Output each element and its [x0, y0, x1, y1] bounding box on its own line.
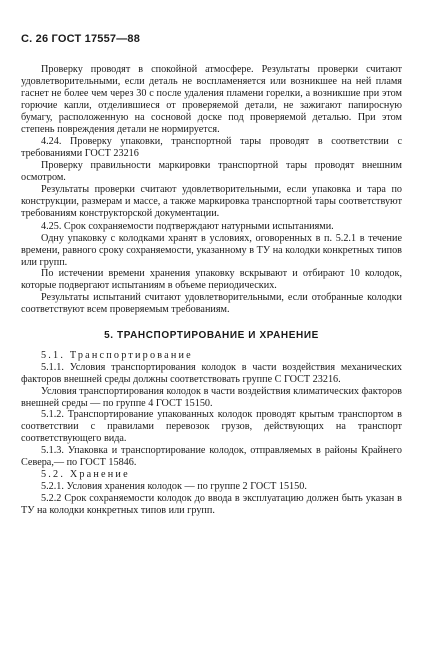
subsection-5-2-text: 5.2. Хранение	[41, 469, 130, 480]
paragraph-5-1-2: 5.1.2. Транспортирование упакованных колодок проводят крытым транспортом в соответствии с правилами перевозок грузов, действующих на транспорт соответствующего вида.	[21, 409, 402, 445]
paragraph-test-results: Результаты испытаний считают удовлетворительными, если отобранные колодки соответствуют всем проверяемым требованиям.	[21, 292, 402, 316]
subsection-5-1-text: 5.1. Транспортирование	[41, 349, 193, 361]
subsection-5-1	[21, 350, 402, 362]
paragraph-storage-test: Одну упаковку с колодками хранят в условиях, оговоренных в п. 5.2.1 в течение времени, равного сроку сохраняемости, указанному в ТУ на колодки конкретных типов или групп.	[21, 232, 402, 268]
paragraph-4-25: 4.25. Срок сохраняемости подтверждают натурными испытаниями.	[41, 220, 334, 232]
paragraph-sampling: По истечении времени хранения упаковку вскрывают и отбирают 10 колодок, которые подвергают испытаниям в объеме периодических.	[21, 268, 402, 292]
paragraph-5-1-1-climate: Условия транспортирования колодок в части воздействия климатических факторов внешней среды — по группе 4 ГОСТ 15150.	[21, 385, 402, 409]
paragraph-5-2-2: 5.2.2 Срок сохраняемости колодок до ввода в эксплуатацию должен быть указан в ТУ на колодки конкретных типов или групп.	[21, 492, 402, 516]
paragraph-package-results: Результаты проверки считают удовлетворительными, если упаковка и тара по конструкции, размерам и массе, а также маркировка транспортной тары соответствуют требованиям конструкторской документации.	[21, 184, 402, 219]
paragraph-test-procedure: Проверку проводят в спокойной атмосфере. Результаты проверки считают удовлетворительными, если деталь не воспламеняется или возникшее на ней пламя гаснет не более чем через 30 с после удаления пламени горелки, а возникшие при этом горючие капли, отделившиеся от проверяемой детали, не зажигают папиросную бумагу, расположенную на сосновой доске под проверяемой деталью. При этом степень повреждения детали не нормируется.	[21, 64, 402, 135]
section-title: 5. ТРАНСПОРТИРОВАНИЕ И ХРАНЕНИЕ	[104, 330, 319, 342]
document-body	[21, 64, 402, 517]
paragraph-5-1-3: 5.1.3. Упаковка и транспортирование колодок, отправляемых в районы Крайнего Севера,— по ГОСТ 15846.	[21, 445, 402, 469]
paragraph-marking-check: Проверку правильности маркировки транспортной тары проводят внешним осмотром.	[21, 160, 402, 184]
subsection-5-2	[21, 469, 402, 481]
page-header: С. 26 ГОСТ 17557—88	[21, 33, 141, 45]
paragraph-4-24: 4.24. Проверку упаковки, транспортной тары проводят в соответствии с требованиями ГОСТ 23216	[21, 136, 402, 160]
paragraph-5-2-1: 5.2.1. Условия хранения колодок — по группе 2 ГОСТ 15150.	[41, 480, 307, 492]
paragraph-5-1-1: 5.1.1. Условия транспортирования колодок в части воздействия механических факторов внешней среды должны соответствовать группе С ГОСТ 23216.	[21, 361, 402, 385]
